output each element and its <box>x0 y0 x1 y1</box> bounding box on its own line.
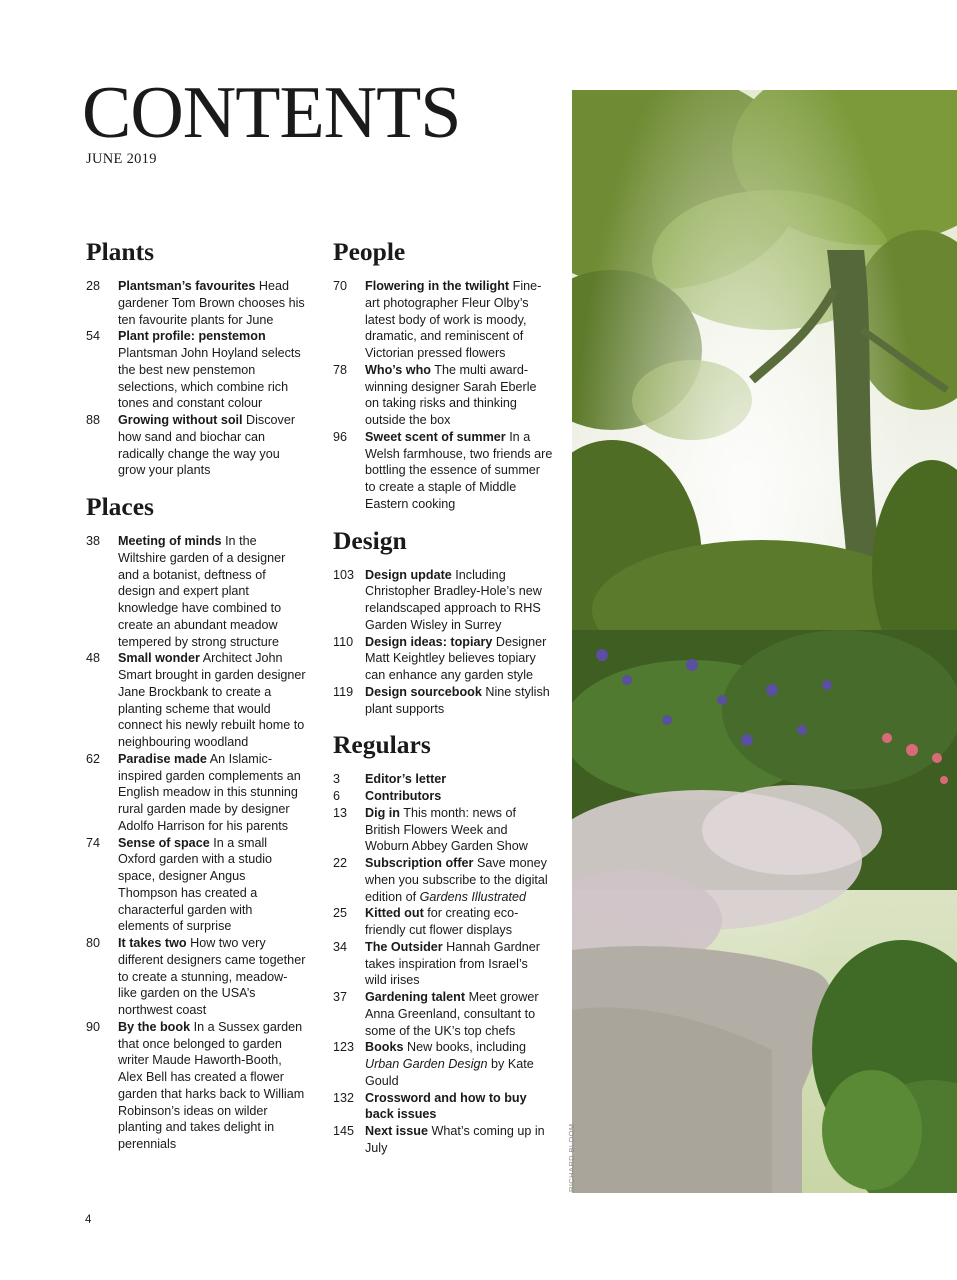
entry-description: Including Christopher Bradley-Hole’s new relandscaped approach to RHS Garden Wisley in Surrey <box>365 567 542 632</box>
entry-page-number: 54 <box>86 329 101 344</box>
entry-description: for creating eco-friendly cut flower displays <box>365 906 519 937</box>
entry-title: Design ideas: topiary <box>365 634 493 649</box>
entry-body <box>365 429 553 513</box>
entry-description: What’s coming up in July <box>365 1124 545 1155</box>
entry-title: Meeting of minds <box>118 534 222 548</box>
contents-entry[interactable] <box>333 1090 553 1124</box>
entry-body <box>118 935 306 1019</box>
entry-body <box>365 1090 553 1124</box>
issue-date: JUNE 2019 <box>86 151 157 167</box>
entry-body <box>365 905 553 939</box>
entry-description: Hannah Gardner takes inspiration from Israel’s wild irises <box>365 939 540 988</box>
contents-entry[interactable] <box>333 939 553 989</box>
entry-page-number: 90 <box>86 1019 101 1034</box>
entry-page-number: 62 <box>86 751 101 766</box>
contents-column-left <box>86 236 306 1153</box>
entry-description: In a Welsh farmhouse, two friends are bottling the essence of summer to create a staple of Middle Eastern cooking <box>365 429 553 511</box>
entry-title: Design update <box>365 567 452 582</box>
entry-description: Designer Matt Keightley believes topiary can enhance any garden style <box>365 634 547 682</box>
entry-body <box>118 533 306 650</box>
photo-credit: RICHARD BLOOM <box>567 1123 576 1192</box>
entry-body <box>365 805 553 855</box>
entry-body <box>365 278 553 362</box>
section-people <box>333 236 553 513</box>
entry-description: Architect John Smart brought in garden designer Jane Brockbank to create a planting scheme that would connect his newly rebuilt home to neighbouring woodland <box>118 651 306 749</box>
contents-entry[interactable] <box>86 751 306 835</box>
entry-page-number: 13 <box>333 805 348 820</box>
entry-title: Editor’s letter <box>365 772 447 787</box>
entry-page-number: 145 <box>333 1124 355 1138</box>
contents-entry[interactable] <box>333 429 553 513</box>
entry-title: Gardening talent <box>365 990 466 1004</box>
entry-description: Nine stylish plant supports <box>365 684 550 716</box>
section-heading: Places <box>86 492 154 521</box>
entry-page-number: 3 <box>333 772 341 787</box>
entry-italic-title: Urban Garden Design <box>365 1057 488 1071</box>
entry-title: Design sourcebook <box>365 684 482 699</box>
entry-body <box>365 1123 553 1157</box>
entry-title: The Outsider <box>365 939 443 954</box>
entry-title: Next issue <box>365 1124 428 1138</box>
garden-photo <box>572 90 957 1193</box>
entry-description: Meet grower Anna Greenland, consultant to some of the UK’s top chefs <box>365 990 539 1038</box>
entry-body <box>365 989 553 1039</box>
entry-title: Paradise made <box>118 751 207 766</box>
contents-entry[interactable] <box>333 1123 553 1157</box>
entry-body <box>118 650 306 751</box>
entry-page-number: 119 <box>333 684 354 699</box>
entry-description: Fine-art photographer Fleur Olby’s latest body of work is moody, dramatic, and reminiscent of Victorian pressed flowers <box>365 279 542 360</box>
section-heading: Regulars <box>333 730 431 760</box>
entry-description: The multi award-winning designer Sarah Eberle on taking risks and thinking outside the box <box>365 362 537 427</box>
contents-entry[interactable] <box>333 278 553 362</box>
contents-entry[interactable] <box>86 278 306 328</box>
entry-title: Contributors <box>365 789 442 803</box>
contents-entry[interactable] <box>333 567 553 634</box>
entry-page-number: 70 <box>333 279 348 293</box>
section-design <box>333 525 553 718</box>
entry-body <box>365 684 553 718</box>
contents-entry[interactable] <box>86 650 306 751</box>
section-heading: People <box>333 237 406 266</box>
entry-body <box>118 751 306 835</box>
entry-body <box>118 328 306 412</box>
contents-entry[interactable] <box>333 989 553 1039</box>
entry-body <box>365 1039 553 1089</box>
entry-title: Books <box>365 1040 404 1055</box>
entry-description: New books, including <box>407 1040 527 1055</box>
entry-body <box>118 278 306 328</box>
entry-page-number: 34 <box>333 939 348 954</box>
contents-entry[interactable] <box>86 1019 306 1153</box>
contents-entry[interactable] <box>333 855 553 905</box>
contents-entry[interactable] <box>333 805 553 855</box>
contents-entry[interactable] <box>333 1039 553 1089</box>
entry-description: This month: news of British Flowers Week and Woburn Abbey Garden Show <box>365 805 528 854</box>
contents-entry[interactable] <box>333 362 553 429</box>
entry-title: Plant profile: penstemon <box>118 329 266 344</box>
entry-title: Flowering in the twilight <box>365 279 510 293</box>
entry-title: Plantsman’s favourites <box>118 279 256 293</box>
section-plants <box>86 236 306 479</box>
entry-description: Discover how sand and biochar can radically change the way you grow your plants <box>118 413 296 478</box>
entry-body <box>118 1019 306 1153</box>
entry-body <box>365 771 553 788</box>
entry-title: Who’s who <box>365 362 431 377</box>
entry-title: By the book <box>118 1019 191 1034</box>
page-title: CONTENTS <box>82 72 461 154</box>
section-heading: Design <box>333 525 407 555</box>
contents-entry[interactable] <box>86 935 306 1019</box>
entry-page-number: 78 <box>333 362 348 377</box>
entry-description: An Islamic-inspired garden complements an English meadow in this stunning rural garden made by designer Adolfo Harrison for his parents <box>118 751 301 833</box>
entry-page-number: 96 <box>333 429 348 444</box>
entry-page-number: 6 <box>333 789 341 803</box>
entry-page-number: 22 <box>333 856 348 870</box>
entry-title: It takes two <box>118 936 187 950</box>
contents-entry[interactable] <box>86 412 306 479</box>
entry-description: How two very different designers came together to create a stunning, meadow-like garden on the USA’s northwest coast <box>118 936 306 1017</box>
contents-entry[interactable] <box>333 634 553 684</box>
contents-entry[interactable] <box>333 684 553 718</box>
entry-body <box>365 362 553 429</box>
entry-description: In a Sussex garden that once belonged to garden writer Maude Haworth-Booth, Alex Bell has created a flower garden that harks back to William Robinson’s ideas on wilder planting and takes delight in perennials <box>118 1019 305 1151</box>
entry-page-number: 38 <box>86 534 101 548</box>
entry-body <box>365 567 553 634</box>
entry-page-number: 110 <box>333 634 354 649</box>
section-heading: Plants <box>86 237 155 266</box>
entry-page-number: 88 <box>86 413 101 427</box>
entry-page-number: 103 <box>333 567 355 582</box>
entry-title: Growing without soil <box>118 413 243 427</box>
entry-title: Dig in <box>365 805 400 820</box>
entry-title: Small wonder <box>118 651 200 666</box>
section-places <box>86 491 306 1153</box>
entry-body <box>365 788 553 805</box>
entry-title: Subscription offer <box>365 856 474 870</box>
entry-description: Plantsman John Hoyland selects the best new penstemon selections, which combine rich tones and constant colour <box>118 346 301 411</box>
entry-page-number: 80 <box>86 936 101 950</box>
entry-body <box>365 855 553 905</box>
entry-title: Sense of space <box>118 835 210 850</box>
entry-page-number: 132 <box>333 1090 355 1105</box>
contents-column-right <box>333 236 553 1157</box>
entry-page-number: 123 <box>333 1040 355 1055</box>
entry-body <box>365 939 553 989</box>
entry-page-number: 37 <box>333 990 348 1004</box>
entry-body <box>118 835 306 936</box>
contents-entry[interactable] <box>86 835 306 936</box>
entry-title: Kitted out <box>365 906 424 921</box>
entry-description-tail: by Kate Gould <box>365 1057 534 1088</box>
contents-entry[interactable] <box>86 533 306 650</box>
entry-description: Save money when you subscribe to the digital edition of <box>365 856 548 904</box>
entry-page-number: 74 <box>86 835 101 850</box>
entry-page-number: 25 <box>333 906 348 921</box>
entry-description: Head gardener Tom Brown chooses his ten favourite plants for June <box>118 279 305 327</box>
contents-entry[interactable] <box>333 788 553 805</box>
entry-page-number: 48 <box>86 651 101 666</box>
entry-title: Crossword and how to buy back issues <box>365 1090 527 1122</box>
entry-body <box>365 634 553 684</box>
entry-page-number: 28 <box>86 279 101 293</box>
contents-entry[interactable] <box>333 771 553 788</box>
section-regulars <box>333 729 553 1156</box>
contents-entry[interactable] <box>86 328 306 412</box>
entry-description: In the Wiltshire garden of a designer and a botanist, deftness of design and expert plant knowledge have combined to create an abundant meadow tempered by strong structure <box>118 534 286 649</box>
entry-description: In a small Oxford garden with a studio space, designer Angus Thompson has created a characterful garden with elements of surprise <box>118 835 273 934</box>
page-number: 4 <box>85 1214 92 1226</box>
entry-italic-title: Gardens Illustrated <box>419 889 527 904</box>
entry-body <box>118 412 306 479</box>
contents-entry[interactable] <box>333 905 553 939</box>
entry-title: Sweet scent of summer <box>365 429 506 444</box>
